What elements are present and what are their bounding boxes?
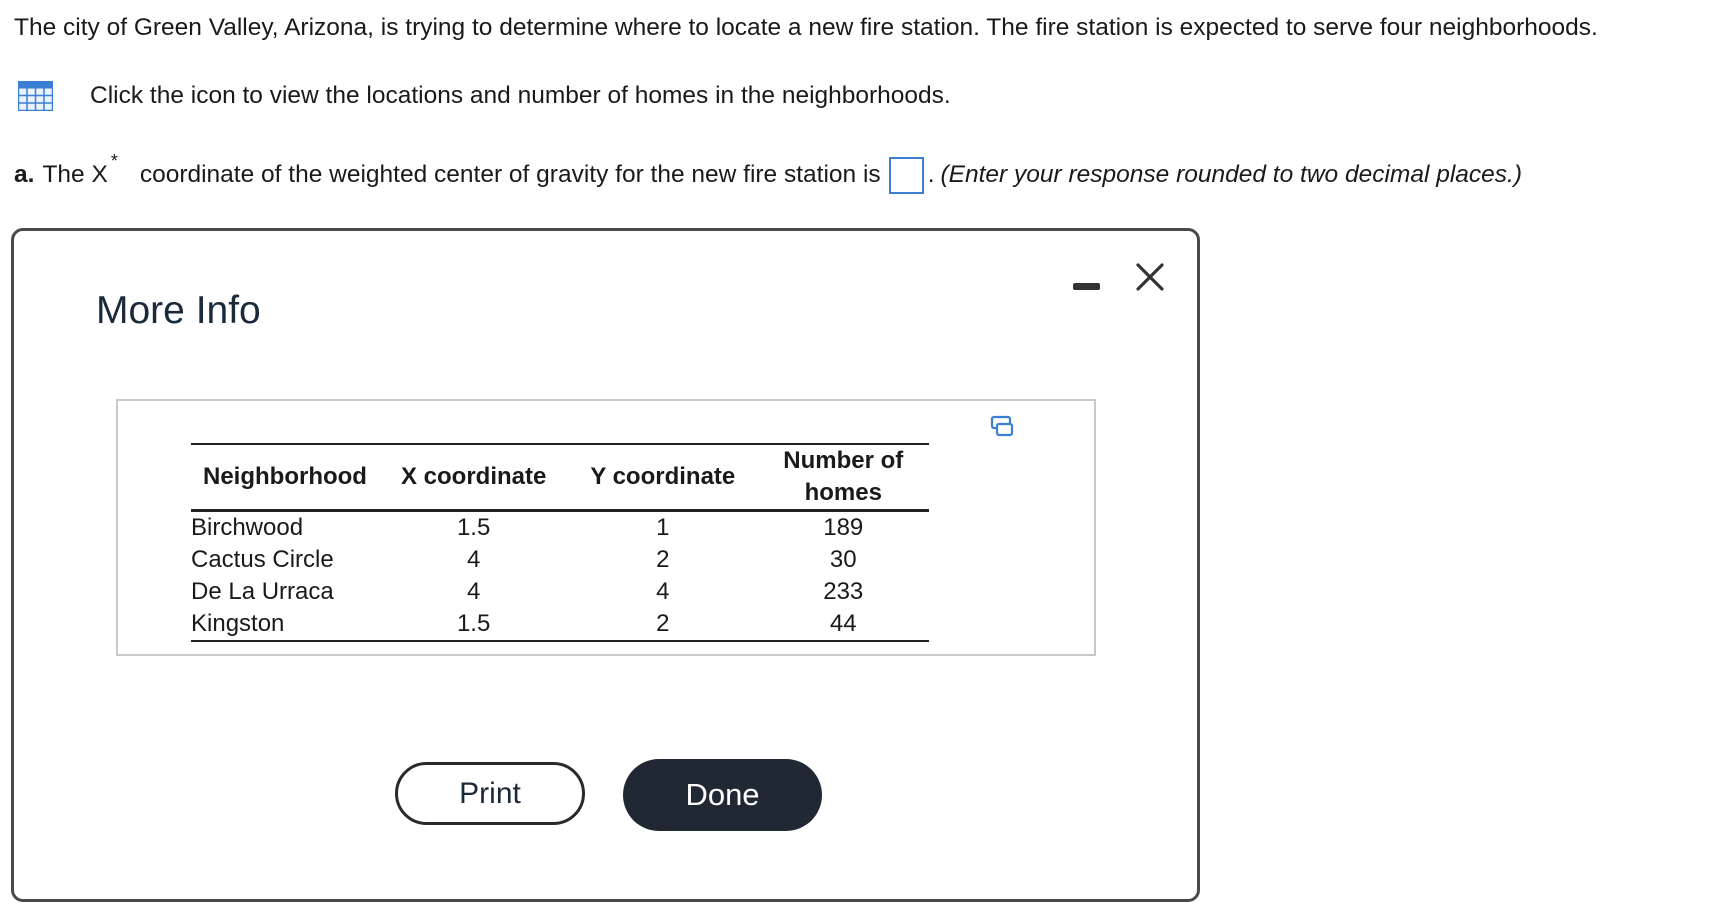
- cell-neighborhood: Birchwood: [191, 514, 304, 541]
- minimize-icon[interactable]: [1071, 271, 1101, 291]
- cell-y: 1: [656, 514, 670, 541]
- dialog-title: More Info: [96, 289, 261, 332]
- cell-x: 4: [466, 546, 481, 573]
- table-row: [191, 608, 929, 641]
- copy-icon[interactable]: [989, 415, 1015, 439]
- icon-instruction-text: Click the icon to view the locations and number of homes in the neighborhoods.: [90, 82, 951, 109]
- answer-input[interactable]: [889, 157, 924, 194]
- cell-homes: 44: [829, 610, 857, 637]
- cell-y: 2: [656, 610, 670, 637]
- question-period: .: [927, 161, 935, 188]
- table-grid-icon[interactable]: [18, 81, 53, 111]
- table-row: [191, 511, 929, 545]
- problem-intro: The city of Green Valley, Arizona, is trying to determine where to locate a new fire station. The fire station is expected to serve four neighborhoods.: [14, 14, 1598, 41]
- table-row: [191, 544, 929, 576]
- cell-y: 2: [656, 546, 670, 573]
- cell-y: 4: [656, 578, 670, 605]
- more-info-dialog: [11, 228, 1200, 902]
- header-neighborhood: Neighborhood: [203, 463, 367, 490]
- required-star: *: [110, 150, 118, 171]
- question-a: [14, 150, 1522, 195]
- cell-neighborhood: Cactus Circle: [191, 546, 334, 573]
- data-table-panel: [116, 399, 1096, 656]
- print-button[interactable]: Print: [395, 762, 585, 825]
- view-data-link[interactable]: [18, 79, 951, 113]
- header-number-of-homes: Number of homes: [783, 447, 904, 506]
- cell-homes: 30: [829, 546, 857, 573]
- question-label: a.: [14, 161, 35, 188]
- cell-neighborhood: Kingston: [191, 610, 285, 637]
- neighborhood-table: [191, 443, 929, 642]
- table-header-row: [191, 444, 929, 511]
- cell-x: 1.5: [456, 514, 491, 541]
- header-x-coordinate: X coordinate: [400, 463, 547, 490]
- header-y-coordinate: Y coordinate: [590, 463, 736, 490]
- question-text: coordinate of the weighted center of gravity for the new fire station is: [139, 161, 881, 188]
- done-button[interactable]: Done: [623, 759, 822, 831]
- table-row: [191, 576, 929, 608]
- question-start: The X: [42, 161, 108, 188]
- cell-x: 1.5: [456, 610, 491, 637]
- cell-homes: 189: [823, 514, 864, 541]
- question-hint: (Enter your response rounded to two decimal places.): [940, 161, 1522, 188]
- cell-x: 4: [466, 578, 481, 605]
- cell-neighborhood: De La Urraca: [191, 578, 334, 605]
- cell-homes: 233: [823, 578, 864, 605]
- close-icon[interactable]: [1132, 259, 1168, 295]
